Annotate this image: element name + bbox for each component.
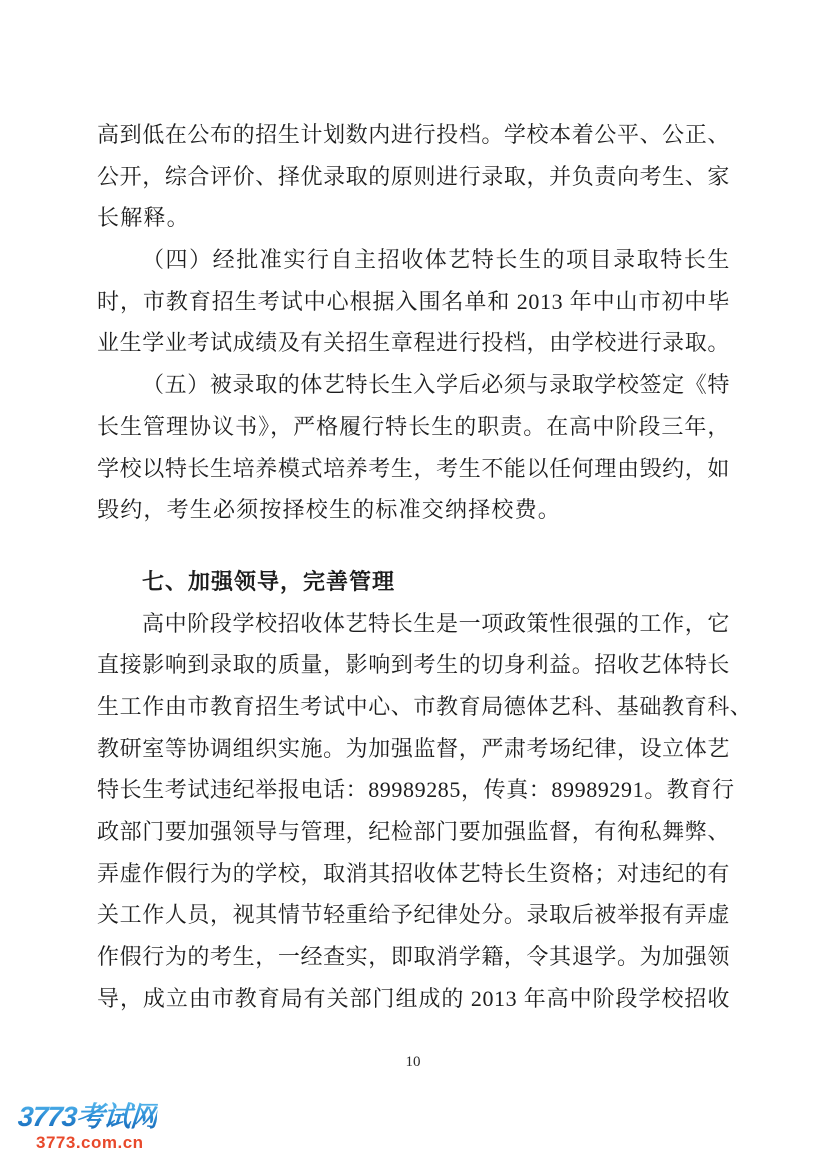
text-line: （四）经批准实行自主招收体艺特长生的项目录取特长生 xyxy=(142,247,730,273)
page-number: 10 xyxy=(405,1054,421,1070)
text-line: 关工作人员，视其情节轻重给予纪律处分。录取后被举报有弄虚 xyxy=(97,902,730,928)
text-line: 业生学业考试成绩及有关招生章程进行投档，由学校进行录取。 xyxy=(97,330,730,356)
section-heading: 七、加强领导，完善管理 xyxy=(142,568,396,594)
text-line: 弄虚作假行为的学校，取消其招收体艺特长生资格；对违纪的有 xyxy=(97,860,730,886)
watermark-site-name: 3773考试网 xyxy=(16,1101,159,1132)
text-line: 特长生考试违纪举报电话：89989285，传真：89989291。教育行 xyxy=(97,777,735,803)
text-line: 毁约，考生必须按择校生的标准交纳择校费。 xyxy=(97,497,562,523)
document-body xyxy=(97,114,753,1019)
text-line: 直接影响到录取的质量，影响到考生的切身利益。招收艺体特长 xyxy=(97,652,730,678)
text-line: 高中阶段学校招收体艺特长生是一项政策性很强的工作，它 xyxy=(142,610,730,636)
text-line: （五）被录取的体艺特长生入学后必须与录取学校签定《特 xyxy=(142,372,730,398)
text-line: 生工作由市教育招生考试中心、市教育局德体艺科、基础教育科、 xyxy=(97,693,753,719)
text-line: 公开，综合评价、择优录取的原则进行录取，并负责向考生、家 xyxy=(97,163,730,189)
text-line: 长解释。 xyxy=(97,205,190,231)
text-line: 高到低在公布的招生计划数内进行投档。学校本着公平、公正、 xyxy=(97,122,730,147)
text-line: 作假行为的考生，一经查实，即取消学籍，令其退学。为加强领 xyxy=(97,944,730,970)
text-line: 时，市教育招生考试中心根据入围名单和 2013 年中山市初中毕 xyxy=(97,288,730,314)
watermark-site-url: 3773.com.cn xyxy=(36,1133,144,1152)
watermark-logo xyxy=(18,1102,238,1153)
text-line: 导，成立由市教育局有关部门组成的 2013 年高中阶段学校招收 xyxy=(97,985,730,1011)
text-line: 长生管理协议书》，严格履行特长生的职责。在高中阶段三年， xyxy=(97,413,730,439)
text-line: 教研室等协调组织实施。为加强监督，严肃考场纪律，设立体艺 xyxy=(97,735,730,761)
text-line: 政部门要加强领导与管理，纪检部门要加强监督，有徇私舞弊、 xyxy=(97,819,730,844)
text-line: 学校以特长生培养模式培养考生，考生不能以任何理由毁约，如 xyxy=(97,455,730,481)
